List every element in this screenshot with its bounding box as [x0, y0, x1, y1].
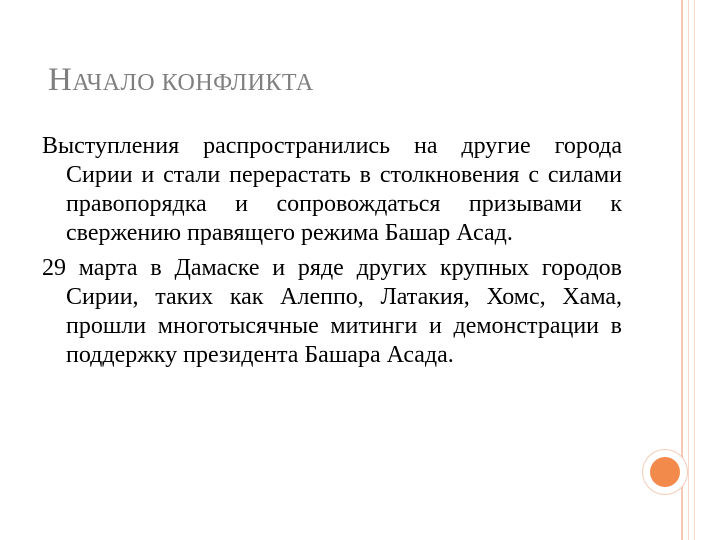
frame-line	[688, 0, 689, 540]
decorative-circle-icon	[643, 450, 687, 494]
body-paragraph: 29 марта в Дамаске и ряде других крупных городов Сирии, таких как Алеппо, Латакия, Хомс, Хама, прошли многотысячные митинги и демонстрации в поддержку президента Башара Асада.	[42, 255, 622, 368]
slide-body	[42, 132, 622, 376]
frame-line	[694, 0, 695, 540]
title-first-letter: Н	[48, 62, 73, 98]
orange-dot-icon	[650, 457, 680, 487]
slide-title	[48, 64, 314, 97]
title-rest: АЧАЛО КОНФЛИКТА	[72, 70, 314, 96]
body-paragraph: Выступления распространились на другие города Сирии и стали перерастать в столкновения с силами правопорядка и сопровождаться призывами к свержению правящего режима Башар Асад.	[42, 133, 622, 246]
